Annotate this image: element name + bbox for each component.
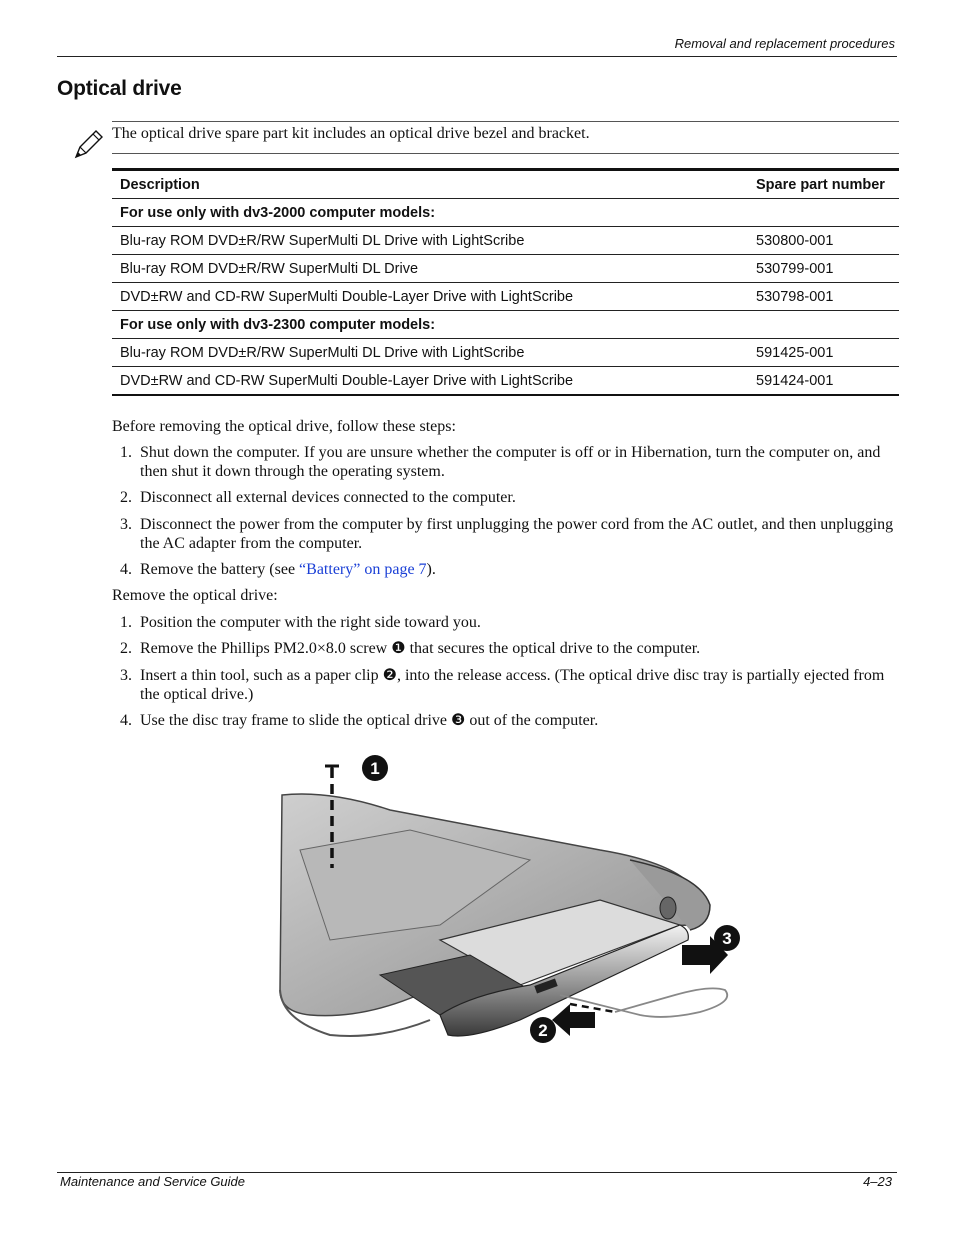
prep-step-4: 4. Remove the battery (see “Battery” on page 7).: [120, 561, 436, 578]
optical-drive-removal-illustration: [270, 750, 750, 1050]
callout-2: [530, 1017, 556, 1043]
part-number: 530798-001: [748, 283, 899, 311]
callout-1: [362, 755, 388, 781]
step-text: Use the disc tray frame to slide the optical drive ❸ out of the computer.: [140, 712, 599, 729]
removal-step-2: 2. Remove the Phillips PM2.0×8.0 screw ❶ that secures the optical drive to the computer.: [112, 639, 902, 658]
part-description: DVD±RW and CD-RW SuperMulti Double-Layer Drive with LightScribe: [112, 367, 748, 396]
callout-3-label: 3: [722, 929, 732, 948]
removal-intro: Remove the optical drive:: [112, 587, 278, 604]
table-row: [112, 227, 899, 255]
removal-step-3: 3. Insert a thin tool, such as a paper clip ❷, into the release access. (The optical drive disc tray is partially ejected from the optical drive.): [112, 666, 902, 704]
section-title: Optical drive: [57, 77, 182, 100]
callout-2-label: 2: [538, 1021, 548, 1040]
removal-step-4: 4. Use the disc tray frame to slide the optical drive ❸ out of the computer.: [112, 711, 902, 730]
part-number: 591425-001: [748, 339, 899, 367]
group-label: For use only with dv3-2300 computer models:: [112, 311, 899, 339]
part-description: Blu-ray ROM DVD±R/RW SuperMulti DL Drive: [112, 255, 748, 283]
prep-step-3: 3. Disconnect the power from the computer by first unplugging the power cord from the AC outlet, and then unplugging the AC adapter from the computer.: [112, 515, 902, 553]
note-top-rule: [112, 121, 899, 122]
footer-rule: [57, 1172, 897, 1173]
part-description: DVD±RW and CD-RW SuperMulti Double-Layer Drive with LightScribe: [112, 283, 748, 311]
part-description: Blu-ray ROM DVD±R/RW SuperMulti DL Drive with LightScribe: [112, 227, 748, 255]
pencil-note-icon: [72, 127, 106, 161]
group-label: For use only with dv3-2000 computer models:: [112, 199, 899, 227]
step-text: Insert a thin tool, such as a paper clip ❷, into the release access. (The optical drive disc tray is partially ejected from the optical drive.): [140, 667, 885, 703]
battery-page-link[interactable]: “Battery” on page 7: [299, 561, 427, 578]
spare-parts-table: [112, 168, 899, 396]
part-number: 530799-001: [748, 255, 899, 283]
table-row: [112, 339, 899, 367]
part-description: Blu-ray ROM DVD±R/RW SuperMulti DL Drive with LightScribe: [112, 339, 748, 367]
part-number: 530800-001: [748, 227, 899, 255]
running-header: Removal and replacement procedures: [674, 36, 895, 51]
callout-3: [714, 925, 740, 951]
removal-step-1: 1. Position the computer with the right side toward you.: [112, 613, 902, 632]
step-text: Remove the battery (see: [140, 561, 300, 578]
footer-page-number: 4–23: [863, 1174, 892, 1189]
note-text: The optical drive spare part kit includes an optical drive bezel and bracket.: [112, 125, 590, 142]
step-text: Shut down the computer. If you are unsure whether the computer is off or in Hibernation, turn the computer on, and then shut it down through the operating system.: [140, 444, 881, 480]
part-number: 591424-001: [748, 367, 899, 396]
table-header-row: [112, 170, 899, 199]
step-text: Remove the Phillips PM2.0×8.0 screw ❶ that secures the optical drive to the computer.: [140, 640, 701, 657]
table-row: [112, 283, 899, 311]
prep-step-2: 2. Disconnect all external devices connected to the computer.: [112, 488, 902, 507]
table-group-row: [112, 199, 899, 227]
prep-step-1: 1. Shut down the computer. If you are unsure whether the computer is off or in Hibernation, turn the computer on, and then shut it down through the operating system.: [112, 443, 902, 481]
column-header-description: Description: [112, 170, 748, 199]
note-bottom-rule: [112, 153, 899, 154]
table-row: [112, 255, 899, 283]
step-text: Disconnect the power from the computer by first unplugging the power cord from the AC outlet, and then unplugging the AC adapter from the computer.: [140, 516, 894, 552]
prep-intro: Before removing the optical drive, follow these steps:: [112, 418, 456, 435]
callout-1-label: 1: [370, 759, 380, 778]
step-text: Position the computer with the right side toward you.: [140, 614, 481, 631]
column-header-spare-part-number: Spare part number: [748, 170, 899, 199]
step-text: ).: [426, 561, 436, 578]
step-text: Disconnect all external devices connected to the computer.: [140, 489, 516, 506]
footer-guide-title: Maintenance and Service Guide: [60, 1174, 246, 1189]
header-rule: [57, 56, 897, 57]
table-group-row: [112, 311, 899, 339]
table-row: [112, 367, 899, 396]
